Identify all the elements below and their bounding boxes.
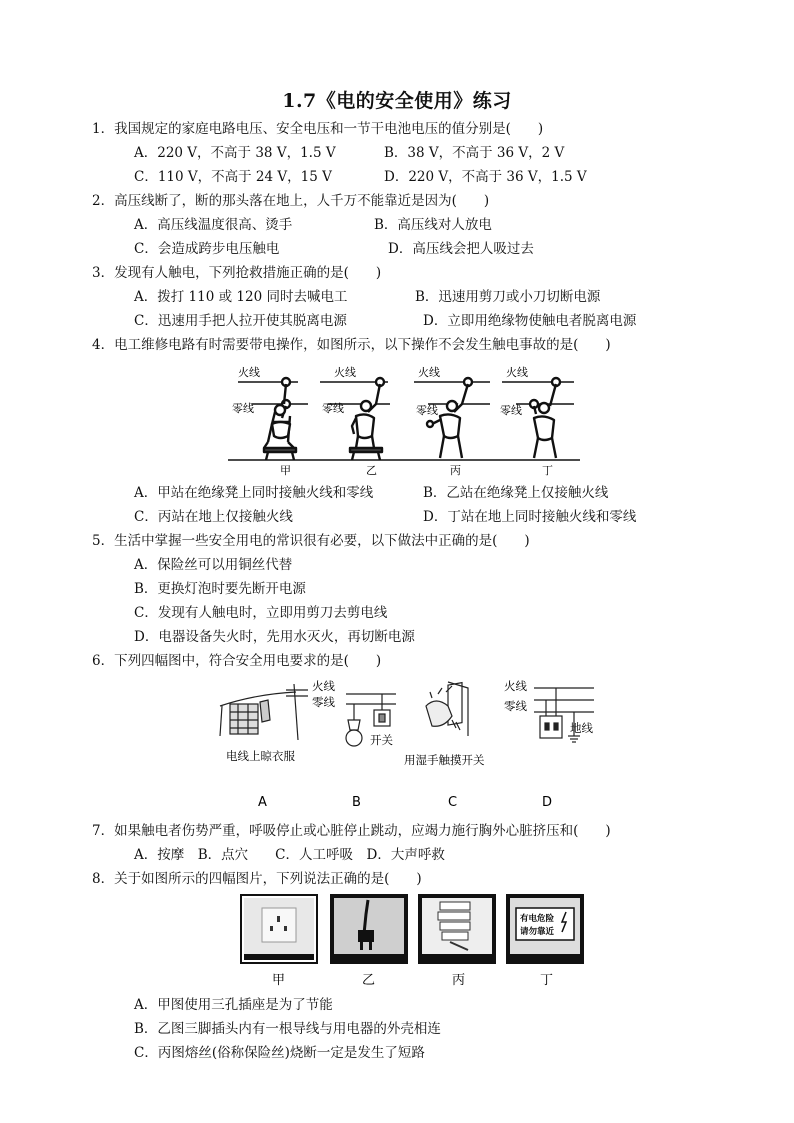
scene-d-letter: D [542, 795, 553, 810]
figure-four-photos [240, 894, 592, 990]
question-4-option-a: A．甲站在绝缘凳上同时接触火线和零线 [134, 485, 374, 501]
question-8-option-c: C．丙图熔丝(俗称保险丝)烧断一定是发生了短路 [134, 1045, 425, 1061]
question-2-option-d: D．高压线会把人吸过去 [388, 241, 534, 257]
scene-c-letter: C [448, 795, 458, 810]
question-1-stem: 1．我国规定的家庭电路电压、安全电压和一节干电池电压的值分别是( ) [92, 121, 544, 137]
scene-b-letter: B [352, 795, 361, 810]
question-4-option-c: C．丙站在地上仅接触火线 [134, 509, 293, 525]
question-1-option-d: D．220 V，不高于 36 V，1.5 V [384, 169, 587, 185]
question-2-option-b: B．高压线对人放电 [374, 217, 492, 233]
person-yi [350, 378, 384, 460]
scene-a-caption: 电线上晾衣服 [226, 749, 295, 763]
fig4-zero-label-4: 零线 [500, 404, 522, 417]
fig4-fire-label-3: 火线 [418, 366, 440, 379]
question-8-stem: 8．关于如图所示的四幅图片，下列说法正确的是( ) [92, 871, 422, 887]
photo-yi [331, 895, 407, 963]
scene-a-letter: A [258, 795, 267, 810]
photo-label-yi: 乙 [362, 973, 376, 988]
fig4-zero-label-1: 零线 [232, 402, 254, 415]
page-title: 1.7《电的安全使用》练习 [282, 90, 512, 112]
scene-d-zero-label: 零线 [504, 699, 527, 713]
question-3-stem: 3．发现有人触电，下列抢救措施正确的是( ) [92, 265, 382, 281]
question-7-options: A．按摩 B．点穴 C．人工呼吸 D．大声呼救 [134, 847, 445, 863]
sign-text-1: 有电危险 [520, 914, 555, 924]
question-3-option-d: D．立即用绝缘物使触电者脱离电源 [423, 313, 637, 329]
person-bing [427, 378, 472, 458]
fig4-zero-label-2: 零线 [322, 402, 344, 415]
question-3-option-a: A．拨打 110 或 120 同时去喊电工 [134, 289, 348, 305]
question-7-stem: 7．如果触电者伤势严重，呼吸停止或心脏停止跳动，应竭力施行胸外心脏挤压和( ) [92, 823, 611, 839]
fig4-fire-label-4: 火线 [506, 366, 528, 379]
person-ding [530, 378, 560, 458]
figure-safety-scenes [216, 676, 606, 812]
photo-bing [419, 895, 495, 963]
scene-d-fire-label: 火线 [504, 679, 527, 693]
question-5-option-a: A．保险丝可以用铜丝代替 [134, 557, 293, 573]
photo-label-bing: 丙 [452, 973, 466, 988]
question-3-option-c: C．迅速用手把人拉开使其脱离电源 [134, 313, 347, 329]
question-1-option-a: A．220 V，不高于 38 V，1.5 V [134, 145, 336, 161]
photo-label-ding: 丁 [540, 973, 554, 988]
scene-c-caption: 用湿手触摸开关 [404, 753, 485, 767]
question-5-option-b: B．更换灯泡时要先断开电源 [134, 581, 306, 597]
scene-a [220, 684, 308, 740]
scene-b-fire-label: 火线 [312, 679, 335, 693]
fig4-label-ding: 丁 [542, 464, 553, 477]
fig4-zero-label-3: 零线 [416, 404, 438, 417]
fig4-fire-label-2: 火线 [334, 366, 356, 379]
scene-b-zero-label: 零线 [312, 695, 335, 709]
fig4-label-jia: 甲 [280, 464, 291, 477]
person-jia [264, 378, 296, 460]
question-8-option-a: A．甲图使用三孔插座是为了节能 [134, 997, 333, 1013]
question-4-stem: 4．电工维修电路有时需要带电操作，如图所示，以下操作不会发生触电事故的是( ) [92, 337, 611, 353]
question-8-option-b: B．乙图三脚插头内有一根导线与用电器的外壳相连 [134, 1021, 441, 1037]
photo-label-jia: 甲 [272, 973, 286, 988]
scene-c [426, 682, 468, 736]
question-3-option-b: B．迅速用剪刀或小刀切断电源 [415, 289, 601, 305]
fig4-fire-label-1: 火线 [238, 366, 260, 379]
question-2-option-c: C．会造成跨步电压触电 [134, 241, 280, 257]
question-6-stem: 6．下列四幅图中，符合安全用电要求的是( ) [92, 653, 382, 669]
scene-b-switch-label: 开关 [370, 733, 393, 747]
question-2-stem: 2．高压线断了，断的那头落在地上，人千万不能靠近是因为( ) [92, 193, 490, 209]
photo-jia [241, 895, 317, 963]
sign-text-2: 请勿靠近 [520, 927, 555, 937]
question-5-stem: 5．生活中掌握一些安全用电的常识很有必要，以下做法中正确的是( ) [92, 533, 530, 549]
question-1-option-c: C．110 V，不高于 24 V，15 V [134, 169, 332, 185]
question-5-option-d: D．电器设备失火时，先用水灭火，再切断电源 [134, 629, 415, 645]
question-4-option-b: B．乙站在绝缘凳上仅接触火线 [423, 485, 609, 501]
scene-d-ground-label: 地线 [570, 721, 593, 735]
question-5-option-c: C．发现有人触电时，立即用剪刀去剪电线 [134, 605, 388, 621]
question-1-option-b: B．38 V，不高于 36 V，2 V [384, 145, 565, 161]
figure-electricians [228, 362, 584, 480]
fig4-label-yi: 乙 [366, 464, 377, 477]
fig4-label-bing: 丙 [450, 464, 461, 477]
question-2-option-a: A．高压线温度很高、烫手 [134, 217, 293, 233]
question-4-option-d: D．丁站在地上同时接触火线和零线 [423, 509, 637, 525]
